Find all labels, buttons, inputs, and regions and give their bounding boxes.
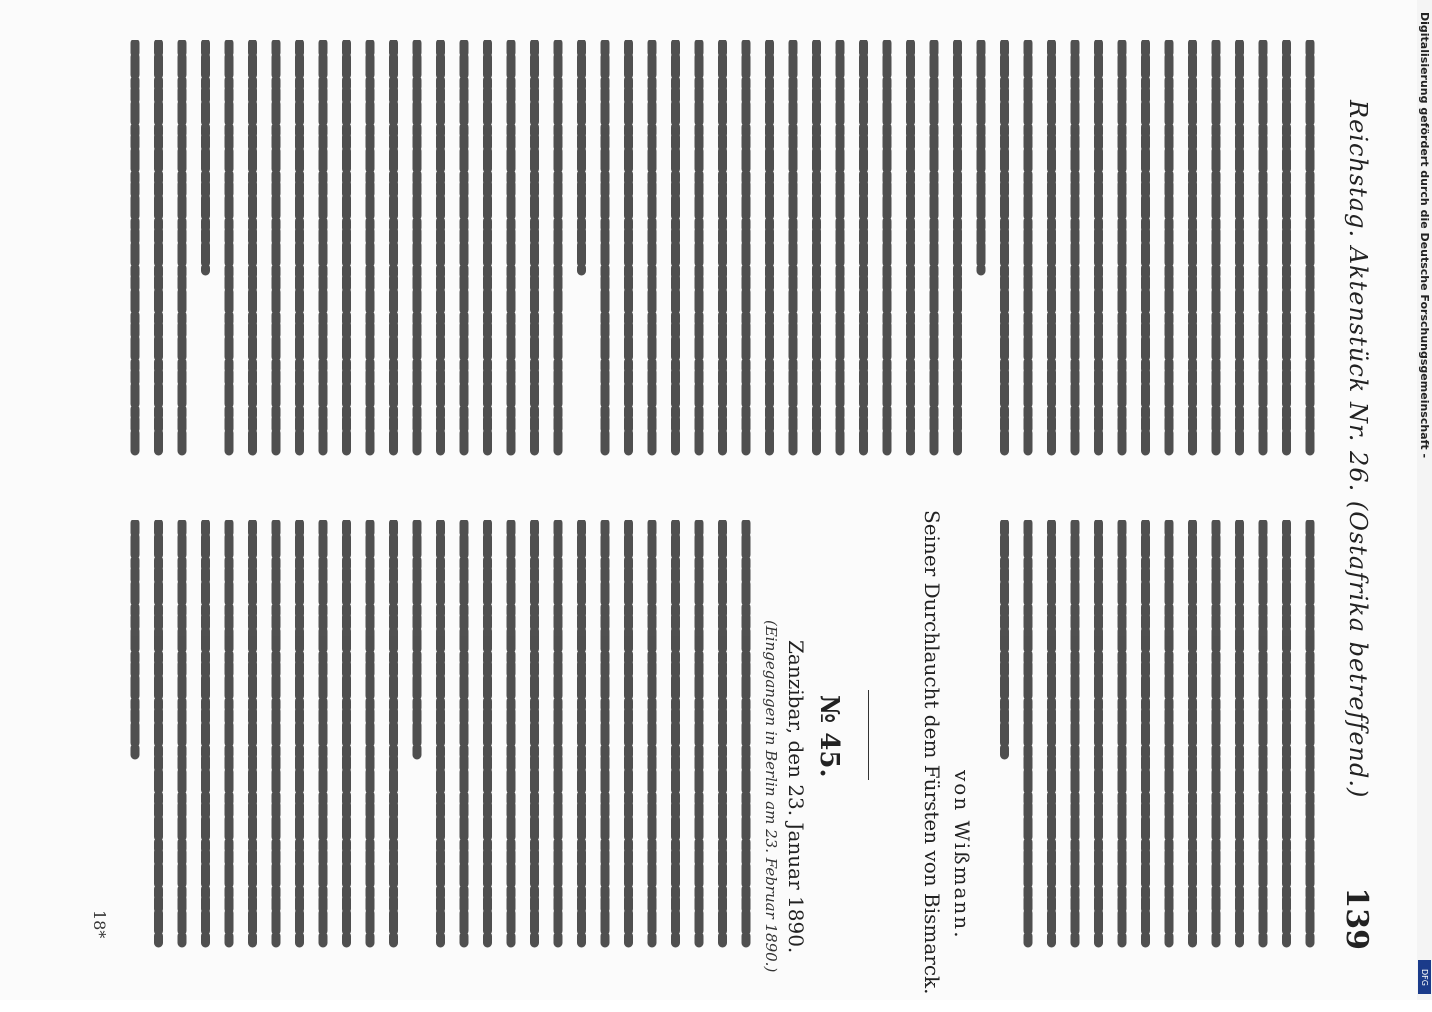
section-divider [868,690,869,780]
body-text-lines-right [104,520,1324,950]
addressee-line: Seiner Durchlaucht dem Fürsten von Bismarck. [920,510,944,995]
body-column-right [90,510,1324,995]
body-column-left [104,40,1324,460]
funding-strip [1417,0,1432,1000]
page-number: 139 [1339,887,1374,950]
signature-wissmann: von Wißmann. [950,770,974,940]
received-note: (Eingegangen in Berlin am 23. Februar 1890.) [762,620,780,973]
body-text-lines-left [104,40,1324,460]
running-title: Reichstag. Aktenstück Nr. 26. (Ostafrika betreffend.) [1344,100,1372,799]
document-number: № 45. [814,695,844,778]
place-date: Zanzibar, den 23. Januar 1890. [784,640,808,954]
signature-mark: 18* [90,910,109,939]
dfg-logo: DFG [1418,960,1431,994]
page-header [1334,40,1374,960]
funding-note: Digitalisierung gefördert durch die Deutsche Forschungsgemeinschaft - [1418,12,1431,459]
